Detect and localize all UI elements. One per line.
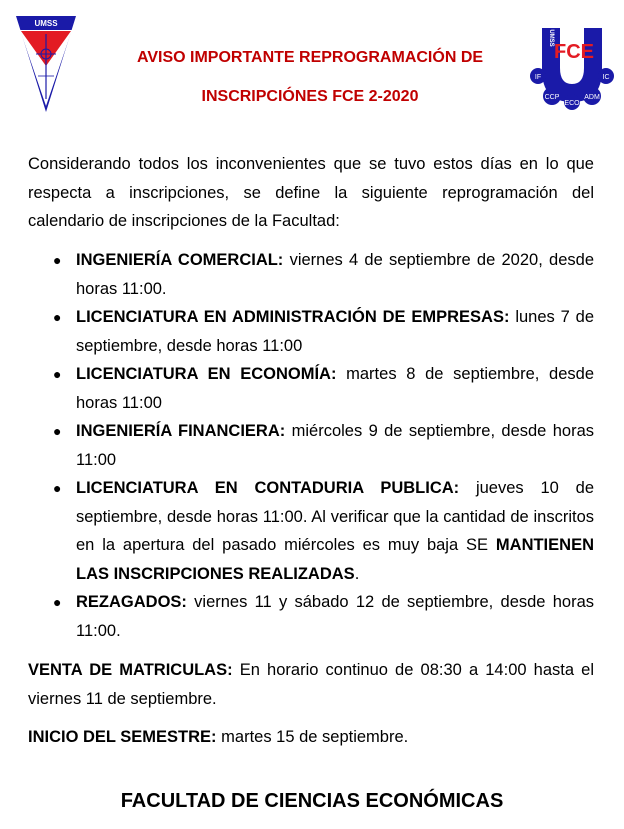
venta-label: VENTA DE MATRICULAS: [28, 661, 233, 679]
list-item [28, 474, 594, 588]
item-bold-tail: MANTIENEN LAS INSCRIPCIONES REALIZADAS [76, 536, 594, 583]
venta-text: En horario continuo de 08:30 a 14:00 hasta el viernes 11 de septiembre. [28, 661, 595, 708]
inicio-text: martes 15 de septiembre. [216, 728, 409, 746]
item-text: viernes 4 de septiembre de 2020, desde horas 11:00. [76, 251, 595, 298]
fce-logo-vertical: UMSS [548, 29, 554, 47]
inicio-paragraph [28, 723, 594, 752]
list-item [28, 417, 594, 474]
list-item [28, 360, 594, 417]
item-label: INGENIERÍA COMERCIAL: [76, 251, 284, 269]
item-text: miércoles 9 de septiembre, desde horas 11:00 [76, 422, 594, 469]
notice-title-line2: INSCRIPCIÓNES FCE 2-2020 [201, 88, 419, 105]
inicio-label: INICIO DEL SEMESTRE: [28, 728, 217, 746]
item-end: . [354, 564, 360, 583]
item-text: lunes 7 de septiembre, desde horas 11:00 [76, 308, 594, 355]
item-text: jueves 10 de septiembre, desde horas 11:00. Al verificar que la cantidad de inscritos en la apertura del pasado miércoles es muy baja SE [76, 479, 594, 554]
item-label: INGENIERÍA FINANCIERA: [76, 422, 286, 440]
fce-tag-if: IF [534, 74, 542, 81]
item-label: LICENCIATURA EN ADMINISTRACIÓN DE EMPRESAS: [76, 308, 510, 326]
bullet-icon: ● [53, 594, 62, 610]
venta-paragraph [28, 656, 594, 713]
schedule-list [28, 246, 594, 645]
fce-logo [528, 24, 616, 110]
item-label: REZAGADOS: [76, 593, 187, 611]
list-item [28, 303, 594, 360]
fce-tag-ic: IC [602, 74, 610, 81]
bullet-icon: ● [53, 309, 62, 325]
item-text: viernes 11 y sábado 12 de septiembre, desde horas 11:00. [76, 593, 594, 640]
list-item [28, 246, 594, 303]
item-label: LICENCIATURA EN ECONOMÍA: [76, 365, 337, 383]
bullet-icon: ● [53, 480, 62, 496]
bullet-icon: ● [53, 366, 62, 382]
bullet-icon: ● [53, 252, 62, 268]
umss-logo [14, 14, 78, 114]
fce-logo-letters: FCE [554, 41, 594, 63]
list-item [28, 588, 594, 645]
bullet-icon: ● [53, 423, 62, 439]
faculty-footer: FACULTAD DE CIENCIAS ECONÓMICAS [120, 790, 504, 812]
item-label: LICENCIATURA EN CONTADURIA PUBLICA: [76, 479, 460, 497]
intro-paragraph: Considerando todos los inconvenientes que se tuvo estos días en lo que respecta a inscripciones, se define la siguiente reprogramación del calendario de inscripciones de la Facultad: [28, 155, 594, 230]
umss-logo-text: UMSS [34, 19, 58, 28]
notice-title-line1: AVISO IMPORTANTE REPROGRAMACIÓN DE [136, 49, 484, 66]
fce-tag-ccp: CCP [544, 94, 560, 101]
fce-tag-adm: ADM [584, 94, 600, 101]
item-text: martes 8 de septiembre, desde horas 11:00 [76, 365, 594, 412]
fce-tag-eco: ECO [564, 100, 580, 107]
